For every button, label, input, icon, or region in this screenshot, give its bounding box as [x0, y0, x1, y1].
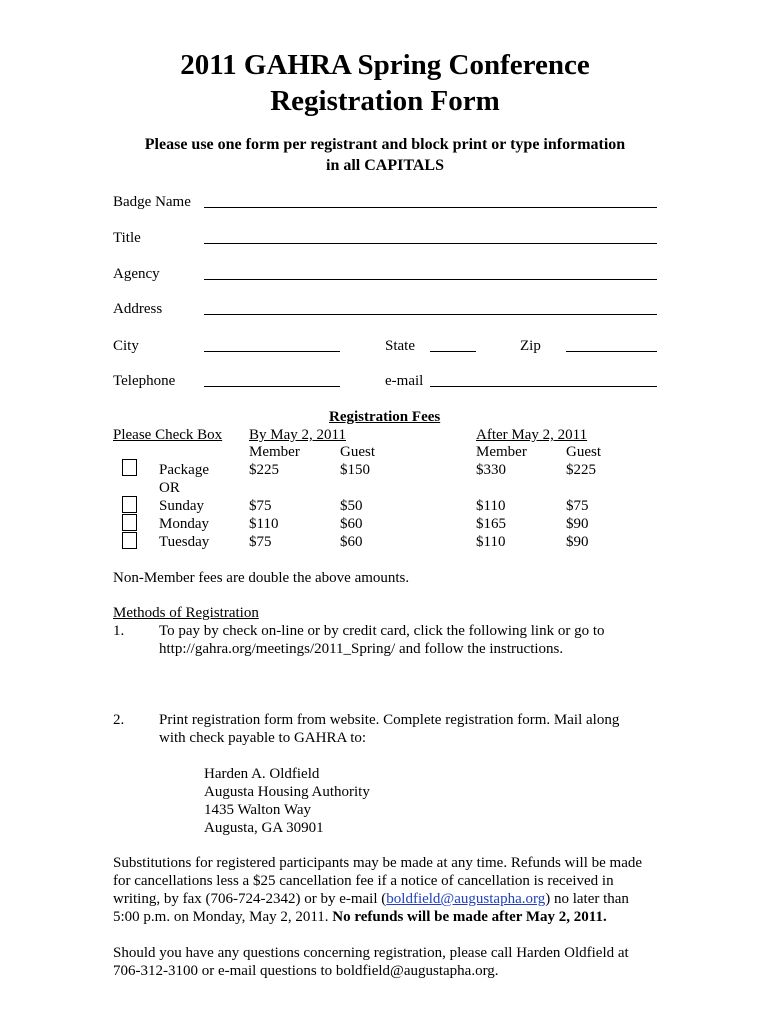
badge-name-label: Badge Name	[113, 194, 191, 210]
city-label: City	[113, 338, 139, 354]
tuesday-label: Tuesday	[159, 534, 210, 550]
mail-org: Augusta Housing Authority	[204, 784, 370, 800]
telephone-label: Telephone	[113, 373, 176, 389]
package-checkbox[interactable]	[122, 459, 137, 476]
badge-name-blank[interactable]	[204, 207, 657, 208]
method1-line2: http://gahra.org/meetings/2011_Spring/ and follow the instructions.	[159, 641, 564, 657]
state-label: State	[385, 338, 415, 354]
substitutions-text-2: ) no later than 5:00 p.m. on Monday, May 2, 2011.	[113, 891, 629, 925]
tuesday-by-member: $75	[249, 534, 272, 550]
mail-street: 1435 Walton Way	[204, 802, 312, 818]
monday-after-guest: $90	[566, 516, 589, 532]
sunday-after-guest: $75	[566, 498, 589, 514]
title-blank[interactable]	[204, 243, 657, 244]
monday-by-member: $110	[249, 516, 279, 532]
sunday-after-member: $110	[476, 498, 506, 514]
telephone-blank[interactable]	[204, 386, 340, 387]
or-label: OR	[159, 480, 180, 496]
monday-by-guest: $60	[340, 516, 363, 532]
method2-line2: with check payable to GAHRA to:	[159, 730, 367, 746]
zip-blank[interactable]	[566, 351, 657, 352]
monday-after-member: $165	[476, 516, 506, 532]
mail-name: Harden A. Oldfield	[204, 766, 320, 782]
no-refunds-notice: No refunds will be made after May 2, 2011.	[332, 909, 607, 925]
package-after-member: $330	[476, 462, 506, 478]
after-member-header: Member	[476, 444, 527, 460]
by-guest-header: Guest	[340, 444, 375, 460]
refund-email-link[interactable]: boldfield@augustapha.org	[386, 891, 546, 907]
questions-paragraph: Should you have any questions concerning registration, please call Harden Oldfield at 706-312-3100 or e-mail questions to boldfield@augustapha.org.	[113, 945, 629, 979]
sunday-checkbox[interactable]	[122, 496, 137, 513]
email-blank[interactable]	[430, 386, 657, 387]
method1-number: 1.	[113, 623, 125, 639]
title-label: Title	[113, 230, 141, 246]
package-after-guest: $225	[566, 462, 596, 478]
tuesday-by-guest: $60	[340, 534, 363, 550]
substitutions-text-1: Substitutions for registered participants may be made at any time. Refunds will be made for cancellations less a $25 cancellation fee if a notice of cancellation is received in writing, by fax (706-724-2342) or by e-mail (	[113, 855, 643, 907]
form-title-line2: Registration Form	[270, 85, 500, 117]
state-blank[interactable]	[430, 351, 476, 352]
method2-number: 2.	[113, 712, 125, 728]
city-blank[interactable]	[204, 351, 340, 352]
monday-checkbox[interactable]	[122, 514, 137, 531]
zip-label: Zip	[520, 338, 541, 354]
by-member-header: Member	[249, 444, 300, 460]
package-label: Package	[159, 462, 209, 478]
method1-line1: To pay by check on-line or by credit card, click the following link or go to	[159, 623, 605, 639]
package-by-guest: $150	[340, 462, 370, 478]
method2-line1: Print registration form from website. Complete registration form. Mail along	[159, 712, 620, 728]
after-guest-header: Guest	[566, 444, 601, 460]
instructions-line1: Please use one form per registrant and block print or type information	[144, 136, 626, 153]
fees-heading: Registration Fees	[329, 409, 441, 425]
email-label: e-mail	[385, 373, 424, 389]
monday-label: Monday	[159, 516, 209, 532]
package-by-member: $225	[249, 462, 279, 478]
sunday-by-guest: $50	[340, 498, 363, 514]
sunday-label: Sunday	[159, 498, 204, 514]
form-title-line1: 2011 GAHRA Spring Conference	[180, 49, 590, 81]
address-label: Address	[113, 301, 163, 317]
check-box-label: Please Check Box	[113, 427, 223, 443]
mail-city: Augusta, GA 30901	[204, 820, 324, 836]
address-blank[interactable]	[204, 314, 657, 315]
agency-label: Agency	[113, 266, 160, 282]
by-date-header: By May 2, 2011	[249, 427, 346, 443]
methods-heading: Methods of Registration	[113, 605, 259, 621]
tuesday-checkbox[interactable]	[122, 532, 137, 549]
non-member-note: Non-Member fees are double the above amounts.	[113, 570, 410, 586]
substitutions-paragraph	[113, 854, 658, 926]
sunday-by-member: $75	[249, 498, 272, 514]
instructions-line2: in all CAPITALS	[326, 157, 444, 174]
tuesday-after-member: $110	[476, 534, 506, 550]
agency-blank[interactable]	[204, 279, 657, 280]
tuesday-after-guest: $90	[566, 534, 589, 550]
after-date-header: After May 2, 2011	[476, 427, 588, 443]
